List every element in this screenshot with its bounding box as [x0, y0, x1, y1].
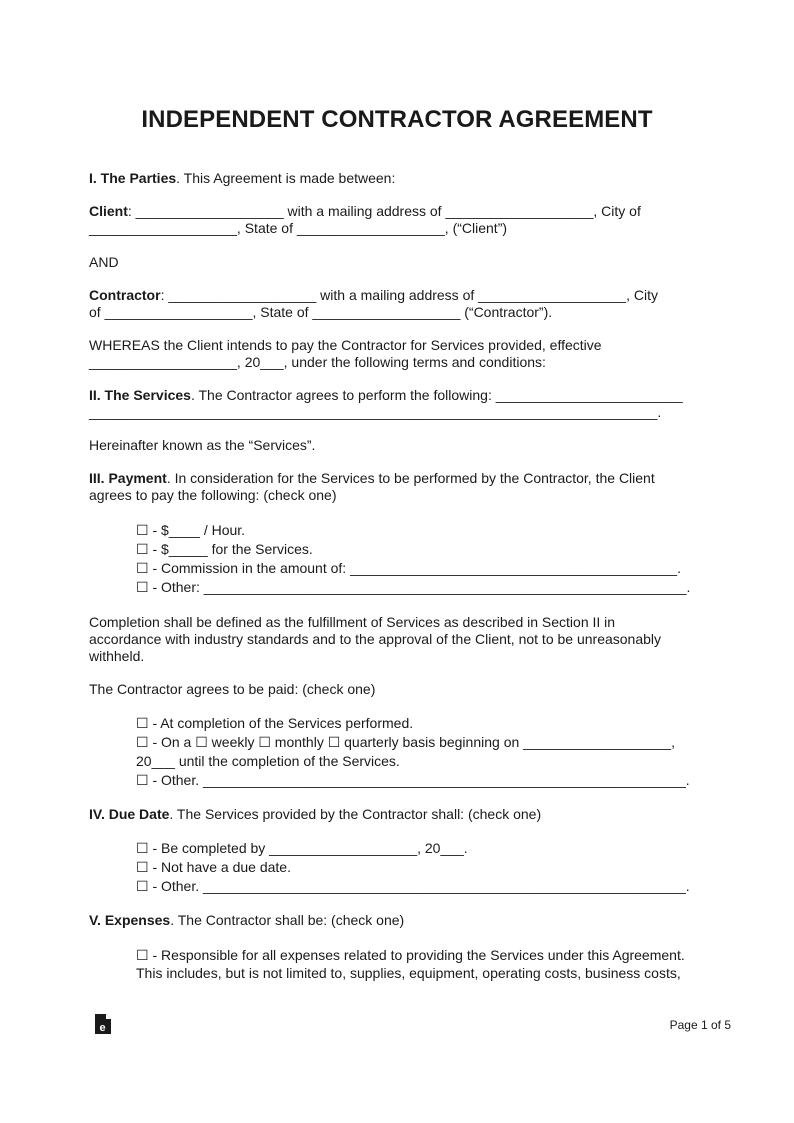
services-heading: II. The Services [89, 387, 191, 403]
payment-clause: III. Payment. In consideration for the Services to be performed by the Contractor, the Client agrees to pay the following: (check one) [89, 470, 655, 503]
paid-options [136, 714, 711, 790]
expense-option-contractor-cont: This includes, but is not limited to, supplies, equipment, operating costs, business costs, [136, 965, 681, 981]
payment-option-commission[interactable]: ☐ - Commission in the amount of: __________________________________________. [136, 560, 681, 576]
and-separator: AND [89, 254, 119, 270]
eforms-logo-icon [93, 1012, 113, 1036]
paid-option-completion[interactable]: ☐ - At completion of the Services performed. [136, 715, 414, 731]
parties-heading: I. The Parties [89, 170, 177, 186]
payment-option-hourly[interactable]: ☐ - $____ / Hour. [136, 522, 246, 538]
paid-option-periodic-cont: 20___ until the completion of the Services. [136, 753, 400, 769]
svg-text:e: e [99, 1022, 106, 1034]
parties-intro: I. The Parties. This Agreement is made between: [89, 170, 396, 186]
page-number: Page 1 of 5 [669, 1018, 731, 1032]
expenses-clause: V. Expenses. The Contractor shall be: (check one) [89, 912, 405, 928]
payment-options [136, 521, 711, 597]
contractor-clause: Contractor: ___________________ with a mailing address of ___________________, City of ___________________, State of ___________________ (“Contractor”). [89, 287, 658, 320]
due-option-other[interactable]: ☐ - Other. ______________________________________________________________. [136, 878, 690, 894]
due-date-clause: IV. Due Date. The Services provided by the Contractor shall: (check one) [89, 806, 542, 822]
client-label: Client [89, 203, 128, 219]
due-date-options [136, 839, 711, 896]
expenses-options [136, 946, 711, 982]
expense-option-contractor[interactable]: ☐ - Responsible for all expenses related to providing the Services under this Agreement. [136, 947, 685, 963]
whereas-clause: WHEREAS the Client intends to pay the Contractor for Services provided, effective ___________________, 20___, under the following terms and conditions: [89, 337, 602, 370]
paid-option-other[interactable]: ☐ - Other. ______________________________________________________________. [136, 772, 690, 788]
services-clause: II. The Services. The Contractor agrees to perform the following: ________________________ _________________________________________________________________________. [89, 387, 683, 420]
contractor-label: Contractor [89, 287, 161, 303]
client-clause: Client: ___________________ with a mailing address of ___________________, City of ___________________, State of ___________________, (“Client”) [89, 203, 641, 236]
paid-option-periodic[interactable]: ☐ - On a ☐ weekly ☐ monthly ☐ quarterly basis beginning on ___________________, [136, 734, 675, 750]
completion-definition: Completion shall be defined as the fulfillment of Services as described in Section II in accordance with industry standards and to the approval of the Client, not to be unreasonably withheld. [89, 614, 662, 664]
payment-option-flat-fee[interactable]: ☐ - $_____ for the Services. [136, 541, 313, 557]
due-option-completed-by[interactable]: ☐ - Be completed by ___________________, 20___. [136, 840, 468, 856]
payment-option-other[interactable]: ☐ - Other: ______________________________________________________________. [136, 579, 691, 595]
payment-heading: III. Payment [89, 470, 167, 486]
services-known-as: Hereinafter known as the “Services”. [89, 437, 316, 453]
due-option-no-due-date[interactable]: ☐ - Not have a due date. [136, 859, 291, 875]
document-title: INDEPENDENT CONTRACTOR AGREEMENT [141, 106, 653, 133]
expenses-heading: V. Expenses [89, 912, 171, 928]
due-date-heading: IV. Due Date [89, 806, 170, 822]
paid-intro: The Contractor agrees to be paid: (check one) [89, 681, 376, 697]
